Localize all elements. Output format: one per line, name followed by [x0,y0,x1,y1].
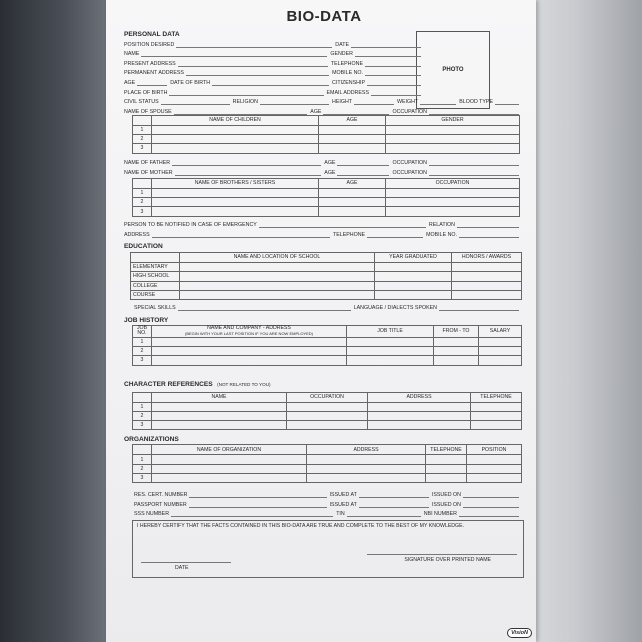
table-cell[interactable] [180,262,375,271]
field-line[interactable] [174,108,308,115]
siblings-table [132,178,520,217]
field-label: NAME OF MOTHER [124,169,173,176]
education-table [130,252,522,300]
field-label: NAME OF FATHER [124,160,171,167]
table-cell[interactable] [471,411,522,420]
field-label: ISSUED ON [431,491,461,498]
field-label: ADDRESS [124,231,150,238]
field-line[interactable] [176,41,332,48]
table-header: ADDRESS [307,445,426,455]
table-cell[interactable] [386,125,520,134]
education-level: COURSE [131,290,180,299]
character-table [132,392,522,431]
table-cell[interactable] [467,455,522,464]
table-row [131,262,522,271]
field-line[interactable] [354,98,394,105]
organizations-heading: ORGANIZATIONS [124,436,179,444]
table-cell[interactable] [368,411,471,420]
table-cell[interactable] [287,421,368,430]
children-table [132,115,520,154]
table-cell[interactable] [319,125,386,134]
field-line[interactable] [347,510,421,517]
table-cell[interactable] [467,474,522,483]
field-label: RELIGION [232,99,258,106]
field-label: LANGUAGE / DIALECTS SPOKEN [353,304,437,311]
row-number: 3 [133,421,152,430]
character-heading-row [124,373,524,391]
field-label: ISSUED AT [329,501,357,508]
table-row [133,455,522,464]
table-row [133,346,522,355]
certification-box [132,520,524,578]
field-label: NBI NUMBER [423,511,457,518]
field-line[interactable] [337,159,389,166]
field-line[interactable] [178,60,328,67]
field-label: AGE [324,160,336,167]
row-number: 3 [133,144,152,153]
field-label: TIN [336,511,345,518]
field-line[interactable] [212,79,329,86]
table-cell[interactable] [426,455,467,464]
table-row [131,290,522,299]
table-cell[interactable] [152,207,319,216]
table-cell[interactable] [152,356,347,365]
table-row [133,337,522,346]
row-number: 2 [133,346,152,355]
field-line[interactable] [189,501,327,508]
table-cell[interactable] [152,144,319,153]
table-cell[interactable] [479,337,522,346]
field-line[interactable] [365,69,421,76]
table-row [133,144,520,153]
company-note: (BEGIN WITH YOUR LAST POSITION IF YOU ARE NOW EMPLOYED) [184,330,314,336]
table-cell[interactable] [368,402,471,411]
table-cell[interactable] [452,290,522,299]
field-label: NAME OF SPOUSE [124,108,172,115]
table-cell[interactable] [434,337,479,346]
table-cell[interactable] [471,402,522,411]
table-header: GENDER [386,115,520,125]
education-heading: EDUCATION [124,242,163,250]
emergency-fields [124,219,522,238]
table-cell[interactable] [467,464,522,473]
table-cell[interactable] [479,346,522,355]
education-level: ELEMENTARY [131,262,180,271]
table-cell[interactable] [375,272,452,281]
page-title: BIO-DATA [286,8,362,25]
table-cell[interactable] [152,198,319,207]
table-cell[interactable] [180,290,375,299]
table-cell[interactable] [368,421,471,430]
row-number: 1 [133,188,152,197]
brand-logo: VisioN [507,628,532,638]
table-cell[interactable] [347,337,434,346]
field-label: MOBILE NO. [426,231,457,238]
field-line[interactable] [161,98,230,105]
table-cell[interactable] [152,135,319,144]
signature-line[interactable] [367,554,517,555]
table-header [133,178,152,188]
field-line[interactable] [463,501,519,508]
table-header: NAME OF ORGANIZATION [152,445,307,455]
row-number: 1 [133,402,152,411]
background-left [0,0,106,642]
field-line[interactable] [260,98,329,105]
field-label: PRESENT ADDRESS [124,60,176,67]
table-header: SALARY [479,325,522,337]
field-label: OCCUPATION [392,108,427,115]
table-header: NAME OF BROTHERS / SISTERS [152,178,319,188]
table-cell[interactable] [386,198,520,207]
table-cell[interactable] [434,356,479,365]
field-line[interactable] [429,159,519,166]
field-line[interactable] [495,98,519,105]
field-line[interactable] [189,491,326,498]
table-header: ADDRESS [368,392,471,402]
table-cell[interactable] [152,411,287,420]
field-label: ISSUED ON [431,501,461,508]
table-header: NAME [152,392,287,402]
table-cell[interactable] [152,125,319,134]
table-cell[interactable] [307,464,426,473]
table-cell[interactable] [319,207,386,216]
row-number: 1 [133,455,152,464]
field-line[interactable] [186,69,329,76]
field-line[interactable] [463,491,519,498]
row-number: 3 [133,356,152,365]
field-label: NAME [124,51,140,58]
field-line[interactable] [459,231,519,238]
field-label: RELATION [428,222,455,229]
table-header: NAME OF CHILDREN [152,115,319,125]
table-cell[interactable] [287,402,368,411]
field-line[interactable] [429,108,519,115]
background-right [530,0,642,642]
table-cell[interactable] [452,281,522,290]
row-number: 1 [133,125,152,134]
table-cell[interactable] [152,402,287,411]
field-line[interactable] [175,169,322,176]
table-header: TELEPHONE [426,445,467,455]
table-header: FROM - TO [434,325,479,337]
table-cell[interactable] [375,281,452,290]
table-cell[interactable] [386,144,520,153]
table-cell[interactable] [180,281,375,290]
certification-text: I HEREBY CERTIFY THAT THE FACTS CONTAINED IN THIS BIO-DATA ARE TRUE AND COMPLETE TO THE BEST OF MY KNOWLEDGE. [137,523,464,530]
field-label: SPECIAL SKILLS [134,304,176,311]
table-header: JOB NO. [133,325,152,337]
field-label: WEIGHT [397,99,419,106]
table-cell[interactable] [152,474,307,483]
field-label: EMAIL ADDRESS [326,89,369,96]
field-line[interactable] [337,169,389,176]
table-header: OCCUPATION [386,178,520,188]
company-header: NAME AND COMPANY - ADDRESS [207,324,291,331]
field-label: PLACE OF BIRTH [124,89,168,96]
field-label: OCCUPATION [392,160,427,167]
field-label: AGE [124,79,136,86]
field-label: HEIGHT [332,99,353,106]
table-header [133,392,152,402]
table-cell[interactable] [452,262,522,271]
table-row [133,474,522,483]
table-cell[interactable] [287,411,368,420]
table-row [133,207,520,216]
field-line[interactable] [457,221,519,228]
field-label: OCCUPATION [392,169,427,176]
table-cell[interactable] [152,455,307,464]
field-line[interactable] [367,231,423,238]
table-cell[interactable] [347,356,434,365]
table-cell[interactable] [152,188,319,197]
field-line[interactable] [171,510,333,517]
table-row [133,188,520,197]
field-label: BLOOD TYPE [459,99,493,106]
table-cell[interactable] [319,135,386,144]
table-row [133,356,522,365]
field-line[interactable] [169,89,323,96]
skills-row [124,301,522,311]
job-heading: JOB HISTORY [124,316,169,324]
table-row [133,198,520,207]
table-header: OCCUPATION [287,392,368,402]
field-label: AGE [324,169,336,176]
table-row [133,411,522,420]
table-row [133,135,520,144]
field-line[interactable] [355,50,421,57]
row-number: 3 [133,474,152,483]
table-cell[interactable] [152,337,347,346]
field-line[interactable] [367,79,421,86]
table-row [131,281,522,290]
field-line[interactable] [459,510,519,517]
character-heading: CHARACTER REFERENCES [124,380,213,388]
personal-fields-wide [124,96,522,115]
field-label: RES. CERT. NUMBER [134,491,188,498]
field-line[interactable] [365,60,421,67]
table-header [133,115,152,125]
table-cell[interactable] [471,421,522,430]
field-line[interactable] [351,41,421,48]
table-cell[interactable] [180,272,375,281]
field-label: DATE [335,41,349,48]
field-label: TELEPHONE [330,60,363,67]
field-line[interactable] [359,501,429,508]
personal-fields [124,38,424,96]
table-row [133,464,522,473]
field-label: TELEPHONE [333,231,366,238]
table-row [131,272,522,281]
field-line[interactable] [259,221,426,228]
organizations-table [132,444,522,483]
table-cell[interactable] [479,356,522,365]
parents-fields [124,157,522,176]
row-number: 2 [133,198,152,207]
table-cell[interactable] [375,290,452,299]
table-header: AGE [319,178,386,188]
table-cell[interactable] [307,474,426,483]
table-header: JOB TITLE [347,325,434,337]
field-label: ISSUED AT [329,491,357,498]
table-row [133,421,522,430]
field-line[interactable] [429,169,519,176]
table-cell[interactable] [375,262,452,271]
row-number: 2 [133,135,152,144]
field-line[interactable] [323,108,389,115]
table-cell[interactable] [319,188,386,197]
personal-heading: PERSONAL DATA [124,31,180,38]
field-line[interactable] [152,231,330,238]
table-cell[interactable] [319,198,386,207]
field-line[interactable] [439,304,519,311]
id-fields [124,488,522,517]
table-row [133,402,522,411]
character-note: (NOT RELATED TO YOU) [217,381,271,387]
table-cell[interactable] [152,346,347,355]
table-header [152,325,347,337]
field-label: GENDER [330,51,353,58]
field-label: CIVIL STATUS [124,99,159,106]
table-cell[interactable] [152,464,307,473]
field-label: PERMANENT ADDRESS [124,70,184,77]
table-header: AGE [319,115,386,125]
table-header [133,445,152,455]
field-label: MOBILE NO. [332,70,363,77]
field-line[interactable] [420,98,456,105]
table-cell[interactable] [319,144,386,153]
table-cell[interactable] [386,207,520,216]
table-cell[interactable] [426,464,467,473]
field-line[interactable] [137,79,167,86]
table-cell[interactable] [426,474,467,483]
field-line[interactable] [172,159,321,166]
row-number: 3 [133,207,152,216]
photo-label: PHOTO [442,67,464,73]
table-cell[interactable] [386,188,520,197]
row-number: 2 [133,411,152,420]
table-header: POSITION [467,445,522,455]
table-cell[interactable] [452,272,522,281]
field-line[interactable] [141,50,327,57]
field-label: SSS NUMBER [134,511,170,518]
field-label: PASSPORT NUMBER [134,501,187,508]
job-table [132,325,522,366]
table-cell[interactable] [307,455,426,464]
field-line[interactable] [371,89,421,96]
date-line[interactable] [141,562,231,563]
table-header: TELEPHONE [471,392,522,402]
table-row [133,125,520,134]
table-cell[interactable] [434,346,479,355]
field-label: DATE OF BIRTH [170,79,211,86]
table-cell[interactable] [152,421,287,430]
table-header: HONORS / AWARDS [452,252,522,262]
table-cell[interactable] [347,346,434,355]
row-number: 2 [133,464,152,473]
field-label: PERSON TO BE NOTIFIED IN CASE OF EMERGENCY [124,222,257,229]
education-level: HIGH SCHOOL [131,272,180,281]
table-header [131,252,180,262]
field-label: POSITION DESIRED [124,41,175,48]
signature-label: SIGNATURE OVER PRINTED NAME [404,557,491,564]
field-line[interactable] [178,304,351,311]
row-number: 1 [133,337,152,346]
table-header: NAME AND LOCATION OF SCHOOL [180,252,375,262]
field-label: CITIZENSHIP [332,79,365,86]
education-level: COLLEGE [131,281,180,290]
bio-data-form [106,0,536,642]
field-label: AGE [310,108,322,115]
table-header: YEAR GRADUATED [375,252,452,262]
date-label: DATE [175,565,189,572]
field-line[interactable] [359,491,429,498]
table-cell[interactable] [386,135,520,144]
